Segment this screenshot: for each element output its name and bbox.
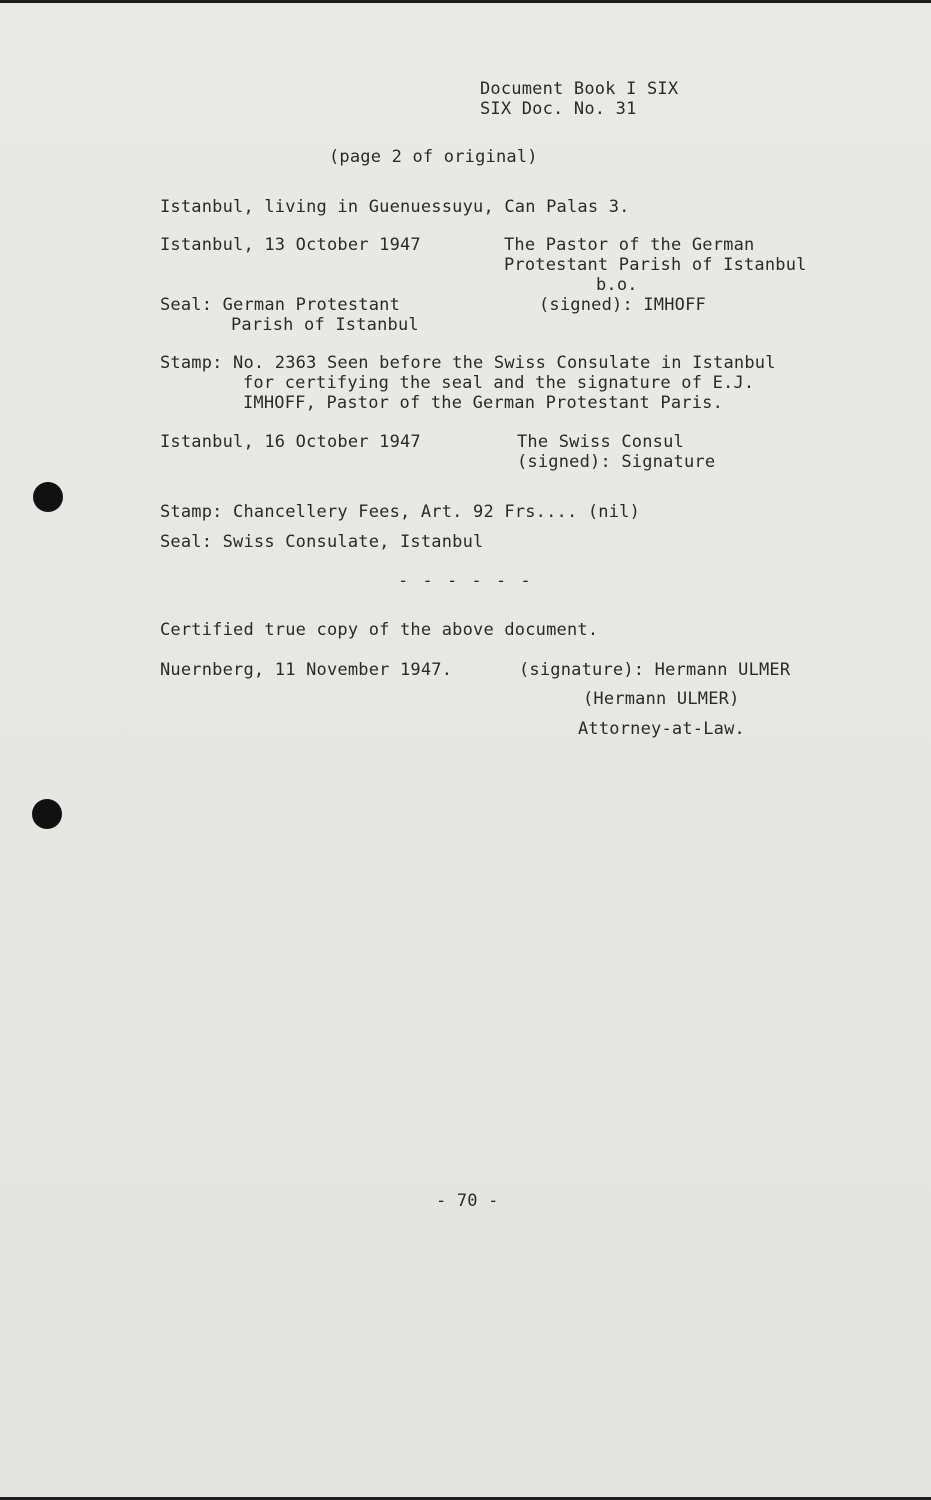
signature-hermann-ulmer: (signature): Hermann ULMER — [519, 660, 791, 680]
date-istanbul-13-oct: Istanbul, 13 October 1947 — [160, 235, 421, 255]
pastor-line-2: Protestant Parish of Istanbul — [504, 255, 807, 275]
signer-title: Attorney-at-Law. — [578, 719, 745, 739]
page-top-edge — [0, 0, 931, 3]
signer-name: (Hermann ULMER) — [583, 689, 740, 709]
stamp-consulate-line-2: for certifying the seal and the signature of E.J. — [243, 373, 755, 393]
pastor-line-3: b.o. — [596, 275, 638, 295]
stamp-chancellery-fees: Stamp: Chancellery Fees, Art. 92 Frs.... (nil) — [160, 502, 641, 522]
seal-swiss-consulate: Seal: Swiss Consulate, Istanbul — [160, 532, 484, 552]
document-number: SIX Doc. No. 31 — [480, 99, 637, 119]
punch-hole-lower — [32, 799, 62, 829]
stamp-consulate-line-1: Stamp: No. 2363 Seen before the Swiss Consulate in Istanbul — [160, 353, 776, 373]
address-line: Istanbul, living in Guenuessuyu, Can Palas 3. — [160, 197, 630, 217]
separator-dashes: - - - - - - — [398, 571, 533, 591]
place-and-date: Nuernberg, 11 November 1947. — [160, 660, 453, 680]
document-book-label: Document Book I SIX — [480, 79, 679, 99]
seal-german-protestant-1: Seal: German Protestant — [160, 295, 401, 315]
pastor-line-1: The Pastor of the German — [504, 235, 755, 255]
stamp-consulate-line-3: IMHOFF, Pastor of the German Protestant Paris. — [243, 393, 724, 413]
signed-imhoff: (signed): IMHOFF — [539, 295, 706, 315]
page-of-original-note: (page 2 of original) — [329, 147, 538, 167]
punch-hole-upper — [33, 482, 63, 512]
swiss-consul-line-1: The Swiss Consul — [517, 432, 684, 452]
swiss-consul-line-2: (signed): Signature — [517, 452, 716, 472]
date-istanbul-16-oct: Istanbul, 16 October 1947 — [160, 432, 421, 452]
page-number: - 70 - — [436, 1191, 499, 1211]
seal-german-protestant-2: Parish of Istanbul — [231, 315, 419, 335]
certified-copy-statement: Certified true copy of the above document. — [160, 620, 599, 640]
